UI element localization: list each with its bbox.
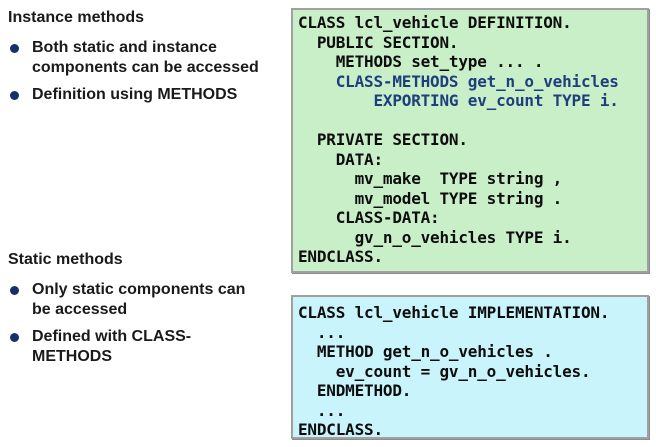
code-line: METHOD get_n_o_vehicles . <box>298 342 553 361</box>
bullet-text: Defined with CLASS-METHODS <box>32 328 192 365</box>
code-line: gv_n_o_vehicles TYPE i. <box>298 227 572 247</box>
code-line: ev_count = gv_n_o_vehicles. <box>298 361 591 381</box>
instance-methods-section <box>8 8 272 112</box>
bullet-text: Both static and instance components can be accessed <box>32 39 259 76</box>
code-line: PRIVATE SECTION. <box>298 130 468 149</box>
bullet-icon <box>10 333 19 342</box>
instance-methods-heading: Instance methods <box>8 9 145 26</box>
bullet-icon <box>10 44 19 53</box>
definition-code-box <box>291 8 649 273</box>
static-methods-section <box>8 250 272 374</box>
code-line: CLASS-DATA: <box>298 208 440 227</box>
bullet-icon <box>10 286 19 295</box>
code-line: ENDCLASS. <box>298 420 383 439</box>
code-line: ... <box>298 322 346 342</box>
code-line: CLASS lcl_vehicle IMPLEMENTATION. <box>298 303 610 322</box>
code-line: ... <box>298 400 346 420</box>
list-item <box>8 38 260 78</box>
list-item <box>8 280 260 320</box>
code-line: mv_make TYPE string , <box>298 169 563 188</box>
code-line: mv_model TYPE string . <box>298 188 563 208</box>
list-item <box>8 85 260 105</box>
bullet-icon <box>10 91 19 100</box>
code-line: CLASS lcl_vehicle DEFINITION. <box>298 13 572 32</box>
static-methods-heading: Static methods <box>8 251 123 268</box>
code-line: ENDCLASS. <box>298 247 383 266</box>
code-line: PUBLIC SECTION. <box>298 32 459 52</box>
bullet-text: Definition using METHODS <box>32 86 238 103</box>
bullet-text: Only static components can be accessed <box>32 281 246 318</box>
code-line-blank <box>298 111 647 131</box>
code-line: EXPORTING ev_count TYPE i. <box>298 91 619 110</box>
code-line: METHODS set_type ... . <box>298 52 544 71</box>
list-item <box>8 327 260 367</box>
code-line: CLASS-METHODS get_n_o_vehicles <box>298 71 619 91</box>
code-line: DATA: <box>298 149 383 169</box>
implementation-code-box <box>291 295 649 439</box>
code-line: ENDMETHOD. <box>298 381 412 400</box>
